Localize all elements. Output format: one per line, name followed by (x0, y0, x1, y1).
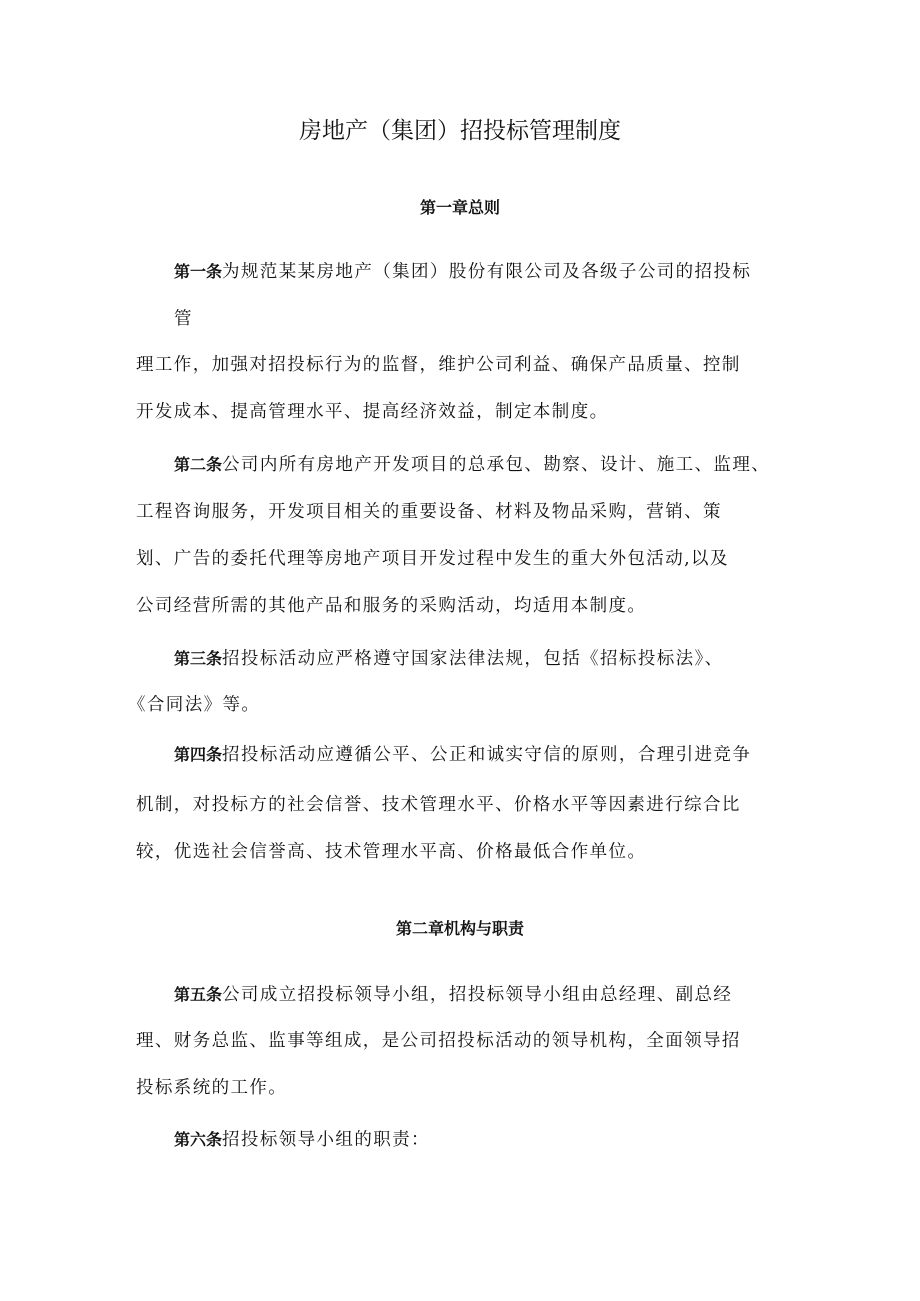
article-5-line-3: 投标系统的工作。 (136, 1078, 288, 1098)
article-4-label: 第四条 (174, 745, 223, 764)
article-4-text-1: 招投标活动应遵循公平、公正和诚实守信的原则，合理引进竞争 (222, 745, 752, 765)
article-5-line-2: 理、财务总监、监事等组成，是公司招投标活动的领导机构，全面领导招 (136, 1031, 741, 1051)
article-2-label: 第二条 (174, 455, 223, 474)
chapter-1-heading: 第一章总则 (419, 198, 500, 217)
article-1-line-4: 开发成本、提高管理水平、提高经济效益，制定本制度。 (136, 402, 609, 422)
article-5-text-1: 公司成立招投标领导小组，招投标领导小组由总经理、副总经 (222, 985, 733, 1005)
article-3-line-1 (174, 645, 724, 673)
article-2-line-1 (174, 451, 770, 479)
article-2-text-1: 公司内所有房地产开发项目的总承包、勘察、设计、施工、监理、 (222, 455, 771, 475)
article-3-line-2: 《合同法》等。 (128, 695, 261, 715)
article-4-line-1 (174, 741, 751, 769)
article-6-text-1: 招投标领导小组的职责： (222, 1130, 430, 1150)
article-1-label: 第一条 (174, 262, 223, 281)
article-3-text-1: 招投标活动应严格遵守国家法律法规，包括《招标投标法》、 (222, 649, 724, 669)
document-title: 房地产（集团）招投标管理制度 (299, 118, 621, 144)
article-4-line-3: 较，优选社会信誉高、技术管理水平高、价格最低合作单位。 (136, 842, 647, 862)
article-3-label: 第三条 (174, 649, 223, 668)
article-1-line-3: 理工作，加强对招投标行为的监督，维护公司利益、确保产品质量、控制 (136, 355, 741, 375)
article-1-line-1 (174, 258, 751, 286)
article-4-line-2: 机制，对投标方的社会信誉、技术管理水平、价格水平等因素进行综合比 (136, 795, 741, 815)
article-6-label: 第六条 (174, 1130, 223, 1149)
article-2-line-2: 工程咨询服务，开发项目相关的重要设备、材料及物品采购，营销、策 (136, 502, 722, 522)
article-1-text-1: 为规范某某房地产（集团）股份有限公司及各级子公司的招投标 (222, 262, 752, 282)
article-6-line-1 (174, 1126, 430, 1154)
chapter-2-heading: 第二章机构与职责 (395, 919, 524, 938)
article-2-line-3: 划、广告的委托代理等房地产项目开发过程中发生的重大外包活动,以及 (136, 549, 729, 569)
article-1-line-2: 管 (174, 309, 193, 329)
article-2-line-4: 公司经营所需的其他产品和服务的采购活动，均适用本制度。 (136, 596, 647, 616)
article-5-label: 第五条 (174, 985, 223, 1004)
article-5-line-1 (174, 981, 732, 1009)
